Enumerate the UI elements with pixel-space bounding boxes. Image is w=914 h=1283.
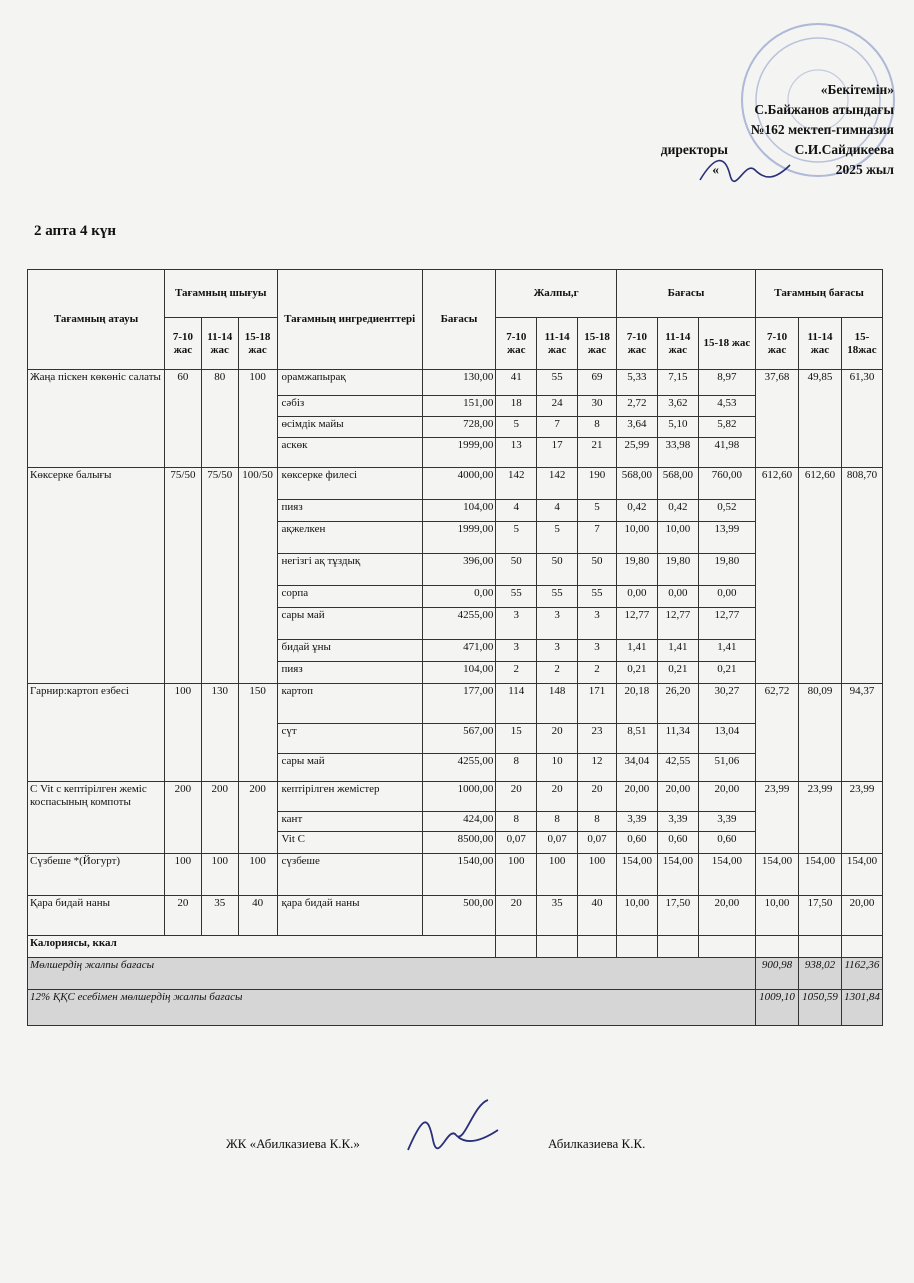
ingredient-grams: 21 <box>578 438 617 468</box>
ingredient-grams: 55 <box>496 586 537 608</box>
ingredient-cost: 20,00 <box>616 782 657 812</box>
vat-label: 12% ҚҚС есебімен мөлшердің жалпы бағасы <box>28 990 756 1026</box>
ingredient-grams: 3 <box>496 608 537 640</box>
ingredient-cost: 13,99 <box>698 522 755 554</box>
dish-yield: 100 <box>201 854 238 896</box>
ingredient-cost: 760,00 <box>698 468 755 500</box>
ingredient-cost: 154,00 <box>657 854 698 896</box>
ingredient-price: 1999,00 <box>422 522 496 554</box>
dish-name: Сүзбеше *(Йогурт) <box>28 854 165 896</box>
ingredient-cost: 13,04 <box>698 724 755 754</box>
ingredient-grams: 114 <box>496 684 537 724</box>
dish-cost: 17,50 <box>799 896 842 936</box>
ingredient-cost: 26,20 <box>657 684 698 724</box>
ingredient-price: 1540,00 <box>422 854 496 896</box>
ingredient-cost: 0,60 <box>657 832 698 854</box>
ingredient-grams: 17 <box>537 438 578 468</box>
ingredient-name: өсімдік майы <box>277 417 422 438</box>
header-total: Жалпы,г <box>496 270 617 318</box>
ingredient-price: 8500,00 <box>422 832 496 854</box>
ingredient-cost: 12,77 <box>698 608 755 640</box>
ingredient-name: сүт <box>277 724 422 754</box>
ingredient-cost: 20,00 <box>657 782 698 812</box>
ingredient-grams: 30 <box>578 396 617 417</box>
ingredient-name: сүзбеше <box>277 854 422 896</box>
dish-cost: 20,00 <box>841 896 882 936</box>
ingredient-cost: 33,98 <box>657 438 698 468</box>
header-cost: Бағасы <box>616 270 755 318</box>
ingredient-row <box>28 468 883 500</box>
ingredient-row <box>28 782 883 812</box>
dish-name: Қара бидай наны <box>28 896 165 936</box>
ingredient-cost: 5,10 <box>657 417 698 438</box>
ingredient-grams: 3 <box>578 608 617 640</box>
dish-yield: 100 <box>165 684 202 782</box>
ingredient-name: картоп <box>277 684 422 724</box>
ingredient-name: сорпа <box>277 586 422 608</box>
ingredient-grams: 20 <box>578 782 617 812</box>
ingredient-cost: 10,00 <box>657 522 698 554</box>
dish-yield: 80 <box>201 370 238 468</box>
menu-table <box>27 269 883 1026</box>
ingredient-cost: 8,51 <box>616 724 657 754</box>
ingredient-grams: 8 <box>496 812 537 832</box>
ingredient-grams: 4 <box>496 500 537 522</box>
ingredient-cost: 19,80 <box>616 554 657 586</box>
ingredient-cost: 5,82 <box>698 417 755 438</box>
director-label: директоры <box>660 142 728 157</box>
ingredient-price: 104,00 <box>422 662 496 684</box>
ingredient-row <box>28 370 883 396</box>
ingredient-row <box>28 854 883 896</box>
ingredient-name: бидай ұны <box>277 640 422 662</box>
ingredient-grams: 55 <box>537 370 578 396</box>
ingredient-cost: 1,41 <box>657 640 698 662</box>
ingredient-grams: 23 <box>578 724 617 754</box>
dish-yield: 75/50 <box>165 468 202 684</box>
dish-yield: 150 <box>238 684 277 782</box>
ingredient-name: сәбіз <box>277 396 422 417</box>
total-value: 1162,36 <box>841 958 882 990</box>
ingredient-cost: 1,41 <box>616 640 657 662</box>
ingredient-name: сары май <box>277 608 422 640</box>
header-name: Тағамның атауы <box>28 270 165 370</box>
ingredient-cost: 34,04 <box>616 754 657 782</box>
footer-signature <box>398 1095 518 1165</box>
ingredient-name: ақжелкен <box>277 522 422 554</box>
ingredient-grams: 7 <box>578 522 617 554</box>
ingredient-cost: 0,52 <box>698 500 755 522</box>
ingredient-grams: 3 <box>496 640 537 662</box>
ingredient-price: 130,00 <box>422 370 496 396</box>
approval-day: « <box>712 162 719 177</box>
calories-row <box>28 936 883 958</box>
ingredient-grams: 8 <box>537 812 578 832</box>
header-ingredients: Тағамның ингредиенттері <box>277 270 422 370</box>
ingredient-grams: 0,07 <box>578 832 617 854</box>
dish-yield: 200 <box>201 782 238 854</box>
dish-yield: 100 <box>238 370 277 468</box>
cost-age: 15-18 жас <box>698 318 755 370</box>
ingredient-price: 471,00 <box>422 640 496 662</box>
dish-cost: 154,00 <box>799 854 842 896</box>
ingredient-cost: 11,34 <box>657 724 698 754</box>
dish-cost: 23,99 <box>799 782 842 854</box>
total-age: 11-14 жас <box>537 318 578 370</box>
ingredient-grams: 5 <box>496 522 537 554</box>
header-yield: Тағамның шығуы <box>165 270 277 318</box>
vat-value: 1009,10 <box>756 990 799 1026</box>
dish-name: Көксерке балығы <box>28 468 165 684</box>
ingredient-price: 4255,00 <box>422 608 496 640</box>
dish-yield: 40 <box>238 896 277 936</box>
director-signature <box>695 150 795 190</box>
dish-yield: 100 <box>165 854 202 896</box>
ingredient-cost: 19,80 <box>698 554 755 586</box>
ingredient-cost: 568,00 <box>657 468 698 500</box>
ingredient-name: кептірілген жемістер <box>277 782 422 812</box>
ingredient-cost: 25,99 <box>616 438 657 468</box>
ingredient-grams: 5 <box>496 417 537 438</box>
ingredient-name: кант <box>277 812 422 832</box>
dish-yield: 20 <box>165 896 202 936</box>
ingredient-grams: 35 <box>537 896 578 936</box>
ingredient-cost: 0,00 <box>616 586 657 608</box>
ingredient-price: 728,00 <box>422 417 496 438</box>
ingredient-cost: 3,39 <box>657 812 698 832</box>
ingredient-price: 1999,00 <box>422 438 496 468</box>
dish-cost: 61,30 <box>841 370 882 468</box>
ingredient-grams: 8 <box>496 754 537 782</box>
ingredient-grams: 2 <box>537 662 578 684</box>
ingredient-name: негізгі ақ тұздық <box>277 554 422 586</box>
dish-name: Гарнир:картоп езбесі <box>28 684 165 782</box>
ingredient-grams: 3 <box>537 640 578 662</box>
ingredient-cost: 42,55 <box>657 754 698 782</box>
approval-title: «Бекітемін» <box>820 82 894 97</box>
ingredient-grams: 0,07 <box>496 832 537 854</box>
ingredient-cost: 0,42 <box>616 500 657 522</box>
ingredient-grams: 4 <box>537 500 578 522</box>
ingredient-price: 151,00 <box>422 396 496 417</box>
ingredient-cost: 5,33 <box>616 370 657 396</box>
ingredient-grams: 5 <box>578 500 617 522</box>
ingredient-cost: 41,98 <box>698 438 755 468</box>
ingredient-name: аскөк <box>277 438 422 468</box>
ingredient-grams: 69 <box>578 370 617 396</box>
ingredient-cost: 8,97 <box>698 370 755 396</box>
ingredient-grams: 190 <box>578 468 617 500</box>
dish-yield: 200 <box>238 782 277 854</box>
ingredient-grams: 10 <box>537 754 578 782</box>
ingredient-grams: 3 <box>578 640 617 662</box>
total-value: 938,02 <box>799 958 842 990</box>
dish-age: 15-18жас <box>841 318 882 370</box>
dish-cost: 62,72 <box>756 684 799 782</box>
ingredient-cost: 2,72 <box>616 396 657 417</box>
ingredient-grams: 2 <box>496 662 537 684</box>
header-price: Бағасы <box>422 270 496 370</box>
dish-cost: 612,60 <box>799 468 842 684</box>
ingredient-cost: 19,80 <box>657 554 698 586</box>
menu-body <box>28 370 883 936</box>
footer-name: Абилказиева К.К. <box>548 1136 646 1151</box>
ingredient-grams: 8 <box>578 417 617 438</box>
dish-cost: 80,09 <box>799 684 842 782</box>
ingredient-cost: 7,15 <box>657 370 698 396</box>
ingredient-grams: 50 <box>496 554 537 586</box>
ingredient-cost: 154,00 <box>616 854 657 896</box>
ingredient-grams: 171 <box>578 684 617 724</box>
vat-value: 1301,84 <box>841 990 882 1026</box>
dish-yield: 60 <box>165 370 202 468</box>
ingredient-cost: 3,39 <box>698 812 755 832</box>
ingredient-cost: 0,21 <box>616 662 657 684</box>
ingredient-cost: 4,53 <box>698 396 755 417</box>
dish-cost: 154,00 <box>756 854 799 896</box>
ingredient-grams: 100 <box>537 854 578 896</box>
dish-cost: 94,37 <box>841 684 882 782</box>
ingredient-price: 177,00 <box>422 684 496 724</box>
ingredient-grams: 20 <box>537 782 578 812</box>
ingredient-grams: 12 <box>578 754 617 782</box>
dish-yield: 200 <box>165 782 202 854</box>
ingredient-name: қара бидай наны <box>277 896 422 936</box>
ingredient-grams: 142 <box>537 468 578 500</box>
ingredient-grams: 20 <box>496 896 537 936</box>
dish-cost: 154,00 <box>841 854 882 896</box>
dish-cost: 612,60 <box>756 468 799 684</box>
ingredient-cost: 0,21 <box>657 662 698 684</box>
dish-cost: 49,85 <box>799 370 842 468</box>
vat-value: 1050,59 <box>799 990 842 1026</box>
ingredient-grams: 24 <box>537 396 578 417</box>
total-age: 7-10 жас <box>496 318 537 370</box>
ingredient-price: 4255,00 <box>422 754 496 782</box>
ingredient-grams: 2 <box>578 662 617 684</box>
ingredient-cost: 20,00 <box>698 782 755 812</box>
ingredient-cost: 3,39 <box>616 812 657 832</box>
ingredient-cost: 30,27 <box>698 684 755 724</box>
ingredient-cost: 1,41 <box>698 640 755 662</box>
ingredient-grams: 18 <box>496 396 537 417</box>
ingredient-grams: 7 <box>537 417 578 438</box>
ingredient-price: 500,00 <box>422 896 496 936</box>
ingredient-cost: 0,60 <box>616 832 657 854</box>
ingredient-grams: 41 <box>496 370 537 396</box>
dish-yield: 130 <box>201 684 238 782</box>
ingredient-cost: 20,00 <box>698 896 755 936</box>
ingredient-cost: 0,60 <box>698 832 755 854</box>
ingredient-cost: 12,77 <box>616 608 657 640</box>
ingredient-price: 396,00 <box>422 554 496 586</box>
ingredient-grams: 55 <box>578 586 617 608</box>
ingredient-grams: 142 <box>496 468 537 500</box>
dish-cost: 23,99 <box>841 782 882 854</box>
ingredient-grams: 55 <box>537 586 578 608</box>
ingredient-name: көксерке филесі <box>277 468 422 500</box>
dish-cost: 808,70 <box>841 468 882 684</box>
cost-age: 7-10 жас <box>616 318 657 370</box>
ingredient-grams: 0,07 <box>537 832 578 854</box>
ingredient-grams: 5 <box>537 522 578 554</box>
ingredient-grams: 50 <box>537 554 578 586</box>
ingredient-cost: 568,00 <box>616 468 657 500</box>
ingredient-name: орамжапырақ <box>277 370 422 396</box>
ingredient-grams: 13 <box>496 438 537 468</box>
total-age: 15-18 жас <box>578 318 617 370</box>
ingredient-price: 567,00 <box>422 724 496 754</box>
footer-company: ЖК «Абилказиева К.К.» <box>226 1136 360 1151</box>
dish-age: 7-10 жас <box>756 318 799 370</box>
director-name: С.И.Сайдикеева <box>794 142 894 157</box>
cost-age: 11-14 жас <box>657 318 698 370</box>
ingredient-cost: 3,62 <box>657 396 698 417</box>
ingredient-name: Vit C <box>277 832 422 854</box>
header-dish-cost: Тағамның бағасы <box>756 270 883 318</box>
ingredient-grams: 40 <box>578 896 617 936</box>
ingredient-cost: 51,06 <box>698 754 755 782</box>
dish-cost: 23,99 <box>756 782 799 854</box>
ingredient-price: 1000,00 <box>422 782 496 812</box>
ingredient-grams: 148 <box>537 684 578 724</box>
ingredient-price: 424,00 <box>422 812 496 832</box>
ingredient-name: пияз <box>277 662 422 684</box>
ingredient-row <box>28 684 883 724</box>
ingredient-price: 0,00 <box>422 586 496 608</box>
ingredient-grams: 15 <box>496 724 537 754</box>
ingredient-grams: 100 <box>578 854 617 896</box>
yield-age: 15-18 жас <box>238 318 277 370</box>
dish-name: С Vit с кептірілген жеміс коспасының компоты <box>28 782 165 854</box>
total-label: Мөлшердің жалпы бағасы <box>28 958 756 990</box>
ingredient-cost: 0,00 <box>657 586 698 608</box>
ingredient-grams: 3 <box>537 608 578 640</box>
ingredient-cost: 20,18 <box>616 684 657 724</box>
ingredient-cost: 17,50 <box>657 896 698 936</box>
ingredient-name: сары май <box>277 754 422 782</box>
dish-yield: 75/50 <box>201 468 238 684</box>
dish-cost: 37,68 <box>756 370 799 468</box>
approval-year: 2025 жыл <box>835 162 894 177</box>
ingredient-grams: 20 <box>496 782 537 812</box>
approval-line2: №162 мектеп-гимназия <box>750 122 894 137</box>
ingredient-cost: 10,00 <box>616 896 657 936</box>
ingredient-price: 104,00 <box>422 500 496 522</box>
ingredient-grams: 20 <box>537 724 578 754</box>
yield-age: 11-14 жас <box>201 318 238 370</box>
ingredient-name: пияз <box>277 500 422 522</box>
vat-row <box>28 990 883 1026</box>
dish-name: Жаңа піскен көкөніс салаты <box>28 370 165 468</box>
ingredient-row <box>28 896 883 936</box>
total-value: 900,98 <box>756 958 799 990</box>
ingredient-cost: 12,77 <box>657 608 698 640</box>
dish-yield: 100 <box>238 854 277 896</box>
dish-yield: 35 <box>201 896 238 936</box>
ingredient-grams: 100 <box>496 854 537 896</box>
approval-line1: С.Байжанов атындағы <box>754 102 894 117</box>
dish-age: 11-14 жас <box>799 318 842 370</box>
dish-yield: 100/50 <box>238 468 277 684</box>
page-title: 2 апта 4 күн <box>34 223 117 239</box>
yield-age: 7-10 жас <box>165 318 202 370</box>
ingredient-cost: 0,42 <box>657 500 698 522</box>
ingredient-price: 4000,00 <box>422 468 496 500</box>
ingredient-cost: 10,00 <box>616 522 657 554</box>
total-row <box>28 958 883 990</box>
calories-label: Калориясы, ккал <box>28 936 496 958</box>
ingredient-grams: 50 <box>578 554 617 586</box>
ingredient-cost: 3,64 <box>616 417 657 438</box>
dish-cost: 10,00 <box>756 896 799 936</box>
ingredient-grams: 8 <box>578 812 617 832</box>
ingredient-cost: 0,21 <box>698 662 755 684</box>
ingredient-cost: 154,00 <box>698 854 755 896</box>
ingredient-cost: 0,00 <box>698 586 755 608</box>
